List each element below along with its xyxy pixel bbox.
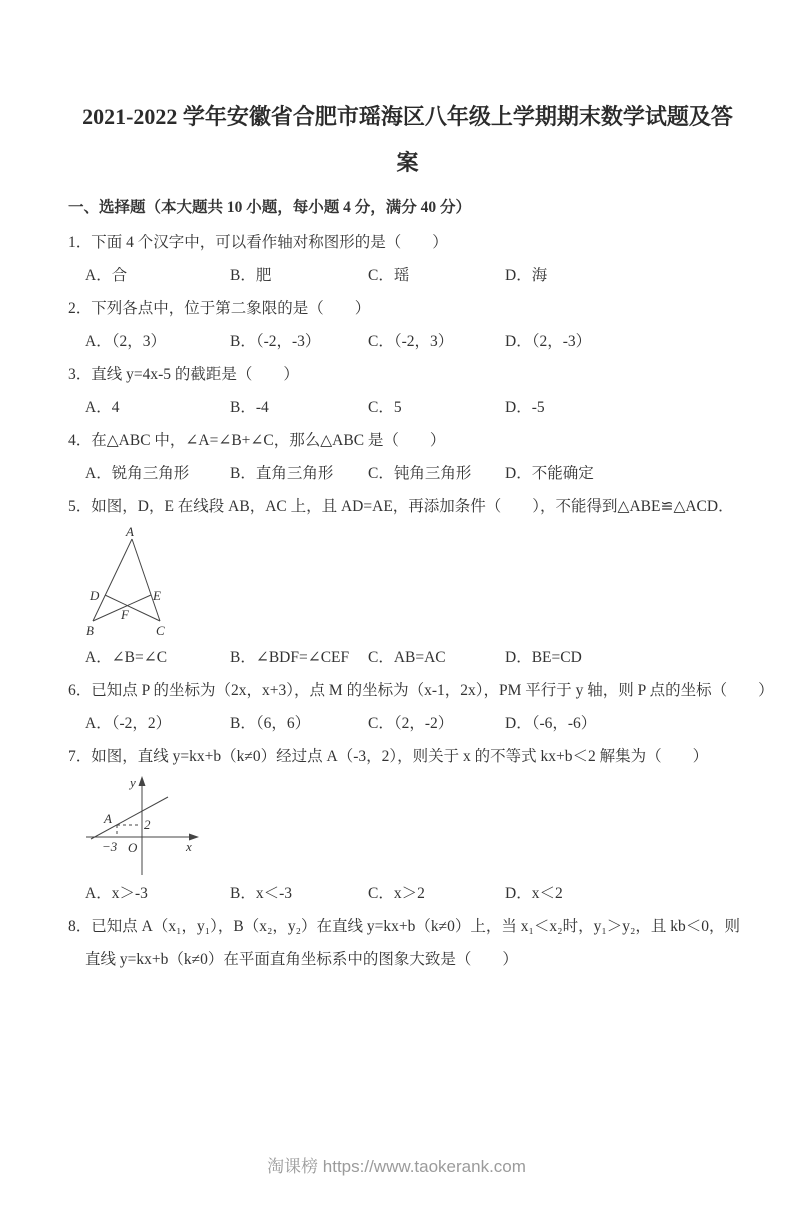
option-a: A．（2，3） — [85, 333, 166, 350]
question-6 — [68, 674, 774, 740]
question-8 — [68, 910, 747, 976]
question-3 — [68, 358, 747, 424]
question-5-options — [68, 641, 747, 674]
question-4-options — [68, 457, 747, 490]
document-page — [0, 94, 793, 976]
option-d: D．海 — [505, 267, 548, 284]
section-heading: 一、选择题（本大题共 10 小题，每小题 4 分，满分 40 分） — [68, 199, 472, 216]
question-7 — [68, 740, 747, 910]
question-text: 已知点 P 的坐标为（2x，x+3），点 M 的坐标为（x-1，2x），PM 平行于 y 轴，则 P 点的坐标（ ） — [91, 682, 774, 699]
question-1-text — [68, 226, 747, 259]
footer — [0, 1152, 793, 1177]
label-e: E — [153, 588, 161, 603]
question-7-options — [68, 877, 747, 910]
option-c: C．AB=AC — [368, 649, 446, 666]
question-number: 3． — [68, 366, 92, 383]
label-tick-neg3: −3 — [102, 839, 118, 854]
question-text: 如图，直线 y=kx+b（k≠0）经过点 A（-3，2），则关于 x 的不等式 kx+b＜2 解集为（ ） — [91, 748, 709, 765]
page-title-line2: 案 — [396, 150, 419, 175]
question-4 — [68, 424, 747, 490]
label-tick-2: 2 — [144, 817, 151, 832]
label-point-a: A — [104, 811, 112, 826]
triangle-figure — [80, 523, 190, 639]
page-title — [68, 94, 747, 186]
option-c: C．5 — [368, 399, 402, 416]
question-text: 下列各点中，位于第二象限的是（ ） — [91, 300, 371, 317]
option-d: D．x＜2 — [505, 885, 563, 902]
option-b: B．∠BDF=∠CEF — [230, 649, 350, 666]
option-a: A．合 — [85, 267, 128, 284]
option-b: B．（6，6） — [230, 715, 311, 732]
footer-site-link[interactable]: 淘课榜 https://www.taokerank.com — [267, 1157, 526, 1176]
question-7-text — [68, 740, 747, 773]
question-text: 如图，D，E 在线段 AB，AC 上，且 AD=AE，再添加条件（ ），不能得到△ABE≌△ACD． — [91, 498, 734, 515]
option-c: C．钝角三角形 — [368, 465, 472, 482]
question-6-options — [68, 707, 747, 740]
option-d: D．不能确定 — [505, 465, 594, 482]
label-b: B — [86, 623, 94, 638]
question-text: 已知点 A（x₁，y₁），B（x₂，y₂）在直线 y=kx+b（k≠0）上，当 x₁＜x₂时，y₁＞y₂，且 kb＜0，则直线 y=kx+b（k≠0）在平面直角坐标系中的图象大致是（ ） — [85, 918, 741, 968]
question-number: 8． — [68, 918, 92, 935]
label-x-axis: x — [186, 839, 192, 854]
option-a: A．∠B=∠C — [85, 649, 168, 666]
label-a: A — [126, 524, 134, 539]
label-y-axis: y — [130, 775, 136, 790]
question-2-text — [68, 292, 747, 325]
option-c: C．x＞2 — [368, 885, 425, 902]
question-2 — [68, 292, 747, 358]
question-5 — [68, 490, 747, 674]
option-d: D．（-6，-6） — [505, 715, 597, 732]
option-d: D．BE=CD — [505, 649, 582, 666]
question-2-options — [68, 325, 747, 358]
option-a: A．x＞-3 — [85, 885, 148, 902]
label-origin: O — [128, 840, 138, 855]
option-d: D．-5 — [505, 399, 545, 416]
question-text: 直线 y=4x-5 的截距是（ ） — [91, 366, 299, 383]
option-c: C．瑶 — [368, 267, 410, 284]
option-d: D．（2，-3） — [505, 333, 592, 350]
question-6-text — [68, 674, 774, 707]
option-c: C．（-2，3） — [368, 333, 454, 350]
option-a: A．（-2，2） — [85, 715, 172, 732]
label-f: F — [121, 607, 129, 622]
question-3-text — [68, 358, 747, 391]
question-4-text — [68, 424, 747, 457]
label-d: D — [90, 588, 100, 603]
question-3-options — [68, 391, 747, 424]
option-a: A．4 — [85, 399, 120, 416]
question-number: 5． — [68, 498, 92, 515]
coordinate-graph-figure — [80, 773, 205, 875]
question-number: 4． — [68, 432, 92, 449]
option-a: A．锐角三角形 — [85, 465, 190, 482]
question-text: 在△ABC 中，∠A=∠B+∠C，那么△ABC 是（ ） — [91, 432, 446, 449]
label-c: C — [156, 623, 165, 638]
question-number: 2． — [68, 300, 92, 317]
question-text: 下面 4 个汉字中，可以看作轴对称图形的是（ ） — [91, 234, 448, 251]
question-5-text — [68, 490, 747, 523]
option-b: B．（-2，-3） — [230, 333, 321, 350]
question-number: 7． — [68, 748, 92, 765]
option-b: B．肥 — [230, 267, 272, 284]
option-b: B．直角三角形 — [230, 465, 334, 482]
question-1-options — [68, 259, 747, 292]
question-number: 1． — [68, 234, 92, 251]
option-b: B．-4 — [230, 399, 269, 416]
question-1 — [68, 226, 747, 292]
option-c: C．（2，-2） — [368, 715, 454, 732]
question-number: 6． — [68, 682, 92, 699]
question-8-text — [68, 910, 747, 976]
option-b: B．x＜-3 — [230, 885, 293, 902]
page-title-line1: 2021-2022 学年安徽省合肥市瑶海区八年级上学期期末数学试题及答 — [82, 104, 733, 129]
